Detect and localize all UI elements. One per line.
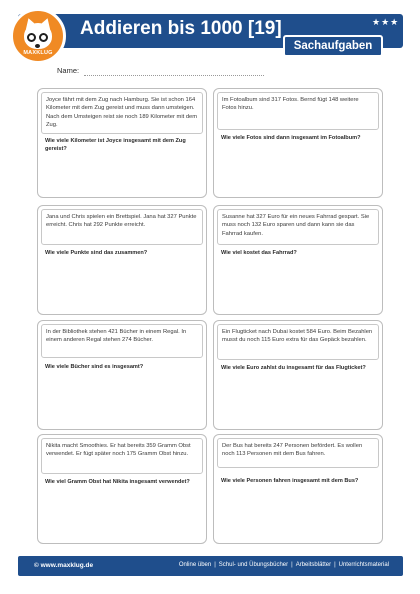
task-text: Susanne hat 327 Euro für ein neues Fahrrad gespart. Sie muss noch 132 Euro sparen und dann kann sie das Fahrrad kaufen. <box>217 209 379 245</box>
footer-links <box>179 562 389 568</box>
category-badge: Sachaufgaben <box>283 35 383 57</box>
footer-link-worksheets[interactable]: Arbeitsblätter <box>295 562 332 568</box>
footer-bar <box>18 556 403 576</box>
task-text: Der Bus hat bereits 247 Personen befördert. Es wollen noch 113 Personen mit dem Bus fahren. <box>217 438 379 468</box>
footer-url-link[interactable]: © www.maxklug.de <box>34 562 94 569</box>
footer-separator: | <box>214 562 216 568</box>
task-card-1 <box>37 88 207 198</box>
task-text: Im Fotoalbum sind 317 Fotos. Bernd fügt 148 weitere Fotos hinzu. <box>217 92 379 130</box>
footer-separator: | <box>334 562 336 568</box>
logo-text: MAXKLUG <box>23 50 53 56</box>
maxklug-logo[interactable] <box>10 8 66 64</box>
nose-icon <box>35 44 40 48</box>
glasses-left-icon <box>27 33 36 42</box>
task-text: Joyce fährt mit dem Zug nach Hamburg. Sie ist schon 164 Kilometer mit dem Zug gereist und muss dann umsteigen. Nach dem Umsteigen reist sie noch 189 Kilometer mit dem Zug. <box>41 92 203 134</box>
task-card-2 <box>213 88 383 198</box>
glasses-right-icon <box>39 33 48 42</box>
footer-link-books[interactable]: Schul- und Übungsbücher <box>218 562 289 568</box>
task-text: Nikita macht Smoothies. Er hat bereits 359 Gramm Obst verwendet. Er fügt später noch 175 Gramm Obst hinzu. <box>41 438 203 474</box>
task-text: Jana und Chris spielen ein Brettspiel. Jana hat 327 Punkte erreicht. Chris hat 292 Punkte erreicht. <box>41 209 203 245</box>
footer-link-online[interactable]: Online üben <box>178 562 212 568</box>
task-card-5 <box>37 320 207 430</box>
task-question: Wie viele Kilometer ist Joyce insgesamt mit dem Zug gereist? <box>45 138 186 152</box>
name-label: Name: <box>57 66 80 75</box>
task-card-4 <box>213 205 383 315</box>
task-question: Wie viele Punkte sind das zusammen? <box>45 250 148 256</box>
task-question: Wie viel kostet das Fahrrad? <box>221 250 297 256</box>
task-card-3 <box>37 205 207 315</box>
footer-separator: | <box>291 562 293 568</box>
task-question: Wie viele Bücher sind es insgesamt? <box>45 364 144 370</box>
task-text: Ein Flugticket nach Dubai kostet 584 Euro. Beim Bezahlen musst du noch 115 Euro extra für das Gepäck bezahlen. <box>217 324 379 360</box>
difficulty-stars: ★★★ <box>372 17 400 27</box>
task-question: Wie viele Fotos sind dann insgesamt im Fotoalbum? <box>221 135 361 141</box>
task-card-6 <box>213 320 383 430</box>
task-question: Wie viele Personen fahren insgesamt mit dem Bus? <box>221 478 359 484</box>
task-question: Wie viel Gramm Obst hat Nikita insgesamt verwendet? <box>45 479 190 485</box>
page-title: Addieren bis 1000 [19] <box>80 18 282 39</box>
task-card-8 <box>213 434 383 544</box>
footer-link-materials[interactable]: Unterrichtsmaterial <box>338 562 389 568</box>
name-field-line[interactable] <box>84 75 264 76</box>
task-text: In der Bibliothek stehen 421 Bücher in einem Regal. In einem anderen Regal stehen 274 Bücher. <box>41 324 203 358</box>
task-question: Wie viele Euro zahlst du insgesamt für das Flugticket? <box>221 365 366 371</box>
task-card-7 <box>37 434 207 544</box>
